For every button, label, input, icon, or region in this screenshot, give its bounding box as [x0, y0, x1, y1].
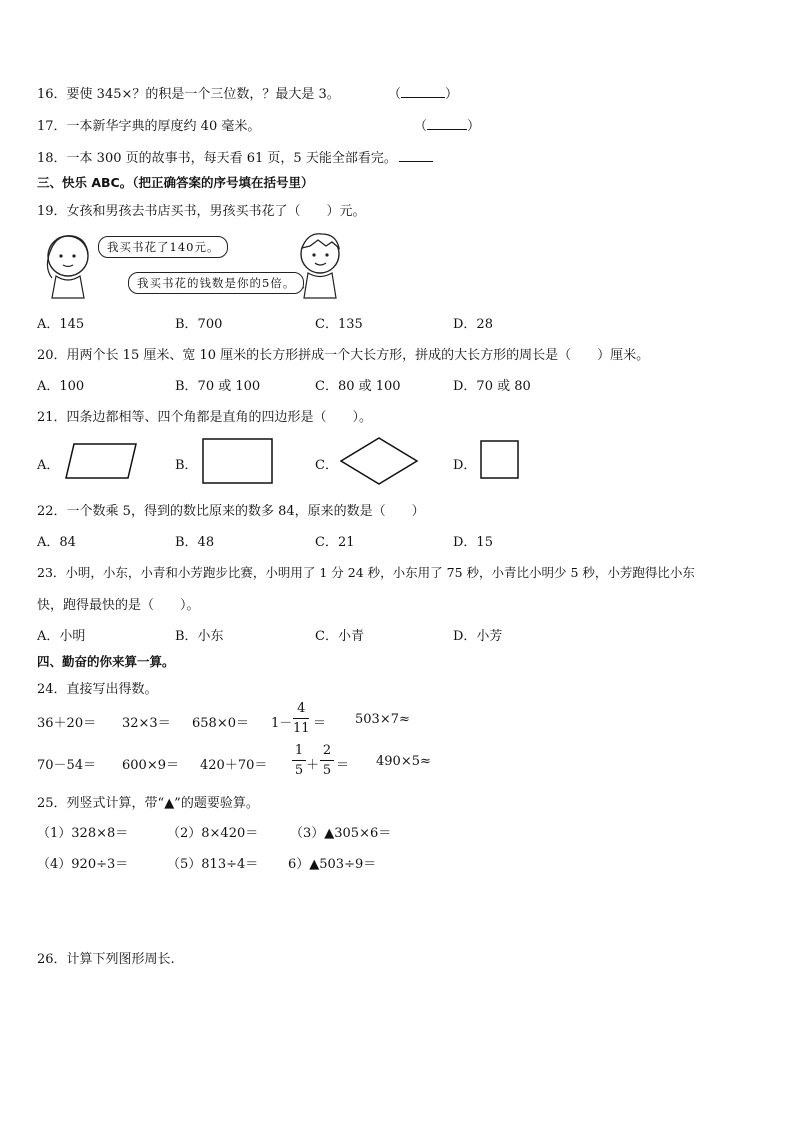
vertical-calc-item: 6）▲503÷9＝ — [288, 857, 377, 872]
section-3-heading: 三、快乐 ABC。（把正确答案的序号填在括号里） — [37, 175, 314, 190]
question-21-option-a[interactable]: A． — [37, 458, 60, 473]
question-17-answer-parens: （ ） — [414, 119, 481, 134]
question-20-option-c[interactable]: C．80 或 100 — [315, 379, 401, 394]
rhombus-shape-icon — [339, 436, 419, 486]
calc-item-fraction-prefix: 1－ — [271, 716, 293, 731]
calc-item: 658×0＝ — [192, 716, 249, 731]
question-26-text: 26．计算下列图形周长. — [37, 952, 175, 967]
fraction-bar — [293, 718, 309, 719]
question-16 — [37, 83, 340, 102]
answer-blank[interactable] — [401, 97, 445, 98]
question-18-text: 18．一本 300 页的故事书，每天看 61 页，5 天能全部看完。 — [37, 151, 397, 166]
question-19-option-b[interactable]: B．700 — [175, 317, 223, 332]
question-23-text-line1: 23．小明，小东，小青和小芳跑步比赛，小明用了 1 分 24 秒，小东用了 75 秒，小青比小明少 5 秒，小芳跑得比小东 — [37, 565, 695, 580]
rectangle-shape-icon — [202, 438, 274, 484]
calc-item: 503×7≈ — [355, 712, 410, 727]
question-19-option-a[interactable]: A．145 — [37, 317, 85, 332]
vertical-calc-item: （2）8×420＝ — [167, 826, 259, 841]
question-22-option-c[interactable]: C．21 — [315, 535, 355, 550]
question-25-text: 25．列竖式计算，带“▲”的题要验算。 — [37, 796, 259, 811]
question-20-text: 20．用两个长 15 厘米、宽 10 厘米的长方形拼成一个大长方形，拼成的大长方形的周长是（ ）厘米。 — [37, 348, 650, 363]
vertical-calc-item: （4）920÷3＝ — [37, 857, 129, 872]
vertical-calc-item: （1）328×8＝ — [37, 826, 129, 841]
calc-plus-sign: ＋ — [306, 758, 320, 773]
question-20-option-b[interactable]: B．70 或 100 — [175, 379, 261, 394]
question-20-option-d[interactable]: D．70 或 80 — [453, 379, 531, 394]
calc-item: 600×9＝ — [122, 758, 179, 773]
calc-item-fraction-suffix: ＝ — [336, 758, 350, 773]
question-23-option-c[interactable]: C．小青 — [315, 629, 364, 644]
calc-item: 490×5≈ — [376, 754, 431, 769]
vertical-calc-item: （5）813÷4＝ — [167, 857, 259, 872]
question-19-illustration — [42, 228, 342, 300]
question-21-option-c[interactable]: C． — [315, 458, 338, 473]
question-16-answer-parens: （ ） — [388, 87, 459, 102]
question-21-option-d[interactable]: D． — [453, 458, 477, 473]
girl-speech-bubble: 我买书花了140元。 — [98, 236, 228, 258]
answer-blank[interactable] — [399, 161, 433, 162]
question-23-option-b[interactable]: B．小东 — [175, 629, 224, 644]
parallelogram-shape-icon — [64, 442, 138, 480]
question-22-option-a[interactable]: A．84 — [37, 535, 76, 550]
question-16-text: 16．要使 345×？的积是一个三位数，？最大是 3。 — [37, 87, 340, 102]
question-20-option-a[interactable]: A．100 — [37, 379, 85, 394]
question-21-text: 21．四条边都相等、四个角都是直角的四边形是（ ）。 — [37, 410, 373, 425]
question-22-text: 22．一个数乘 5，得到的数比原来的数多 84，原来的数是（ ） — [37, 504, 425, 519]
question-17 — [37, 115, 260, 134]
question-19-option-d[interactable]: D．28 — [453, 317, 493, 332]
boy-speech-bubble: 我买书花的钱数是你的5倍。 — [128, 272, 304, 294]
question-23-option-a[interactable]: A．小明 — [37, 629, 86, 644]
question-22-option-d[interactable]: D．15 — [453, 535, 493, 550]
question-22-option-b[interactable]: B．48 — [175, 535, 215, 550]
vertical-calc-item: （3）▲305×6＝ — [290, 826, 392, 841]
question-21-option-b[interactable]: B． — [175, 458, 198, 473]
fraction-1-5: 1 5 — [292, 744, 306, 777]
fraction-bar — [292, 760, 306, 761]
section-4-heading: 四、勤奋的你来算一算。 — [37, 654, 175, 669]
answer-blank[interactable] — [427, 129, 467, 130]
calc-item: 70－54＝ — [37, 758, 97, 773]
calc-item: 32×3＝ — [122, 716, 171, 731]
calc-item: 36＋20＝ — [37, 716, 97, 731]
question-23-option-d[interactable]: D．小芳 — [453, 629, 503, 644]
fraction-bar — [320, 760, 334, 761]
question-24-text: 24．直接写出得数。 — [37, 682, 158, 697]
calc-item: 420＋70＝ — [200, 758, 268, 773]
fraction-4-11: 4 11 — [293, 701, 310, 736]
question-19-option-c[interactable]: C．135 — [315, 317, 363, 332]
question-17-text: 17．一本新华字典的厚度约 40 毫米。 — [37, 119, 261, 134]
question-19-text: 19．女孩和男孩去书店买书，男孩买书花了（ ）元。 — [37, 204, 366, 219]
square-shape-icon — [480, 440, 520, 480]
question-18 — [37, 147, 433, 166]
question-23-text-line2: 快，跑得最快的是（ ）。 — [37, 598, 200, 613]
calc-item-fraction-suffix: ＝ — [313, 716, 327, 731]
fraction-2-5: 2 5 — [320, 744, 334, 777]
